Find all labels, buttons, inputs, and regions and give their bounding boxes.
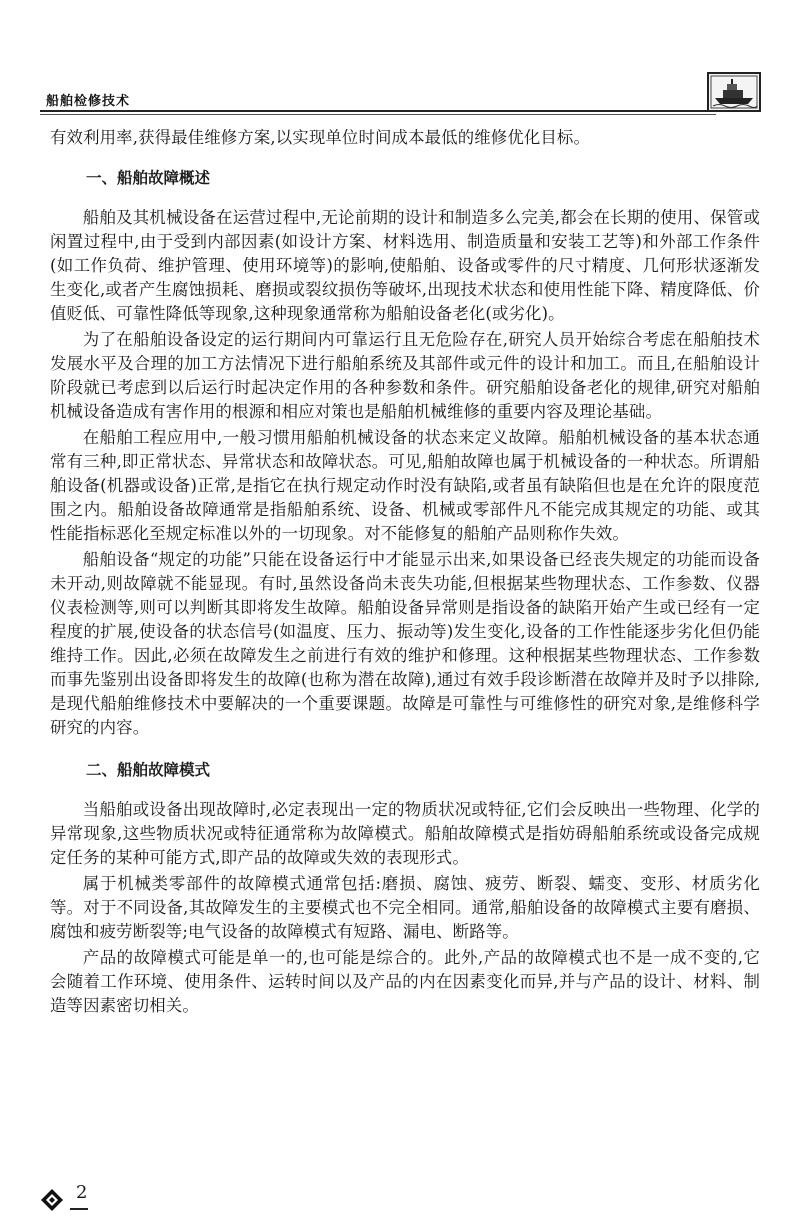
ship-logo-icon [707,72,761,112]
page-number: 2 [76,1182,88,1203]
section-heading-2: 二、船舶故障模式 [86,761,211,779]
page-footer [40,1180,240,1220]
footer-rule [70,1208,88,1210]
paragraph: 当船舶或设备出现故障时,必定表现出一定的物质状况或特征,它们会反映出一些物理、化学的异常现象,这些物质状况或特征通常称为故障模式。船舶故障模式是指妨碍船舶系统或设备完成规定任务的某种可能方式,即产品的故障或失效的表现形式。 [50,800,760,867]
header-rule-thin [40,114,716,115]
paragraph: 属于机械类零部件的故障模式通常包括:磨损、腐蚀、疲劳、断裂、蠕变、变形、材质劣化等。对于不同设备,其故障发生的主要模式也不完全相同。通常,船舶设备的故障模式主要有磨损、腐蚀和疲劳断裂等;电气设备的故障模式有短路、漏电、断路等。 [50,874,760,941]
section-heading-1: 一、船舶故障概述 [86,169,211,187]
page-header [0,0,790,122]
paragraph: 产品的故障模式可能是单一的,也可能是综合的。此外,产品的故障模式也不是一成不变的,它会随着工作环境、使用条件、运转时间以及产品的内在因素变化而异,并与产品的设计、材料、制造等因素密切相关。 [50,948,760,1015]
page-content [50,122,760,1018]
book-title: 船舶检修技术 [46,94,131,109]
paragraph: 船舶及其机械设备在运营过程中,无论前期的设计和制造多么完美,都会在长期的使用、保管或闲置过程中,由于受到内部因素(如设计方案、材料选用、制造质量和安装工艺等)和外部工作条件(如工作负荷、维护管理、使用环境等)的影响,使船舶、设备或零件的尺寸精度、几何形状逐渐发生变化,或者产生腐蚀损耗、磨损或裂纹损伤等破坏,出现技术状态和使用性能下降、精度降低、价值贬低、可靠性降低等现象,这种现象通常称为船舶设备老化(或劣化)。 [50,208,760,323]
section-1-body [50,206,760,740]
intro-continuation: 有效利用率,获得最佳维修方案,以实现单位时间成本最低的维修优化目标。 [50,128,591,147]
paragraph: 为了在船舶设备设定的运行期间内可靠运行且无危险存在,研究人员开始综合考虑在船舶技术发展水平及合理的加工方法情况下进行船舶系统及其部件或元件的设计和加工。而且,在船舶设计阶段就已考虑到以后运行时起决定作用的各种参数和条件。研究船舶设备老化的规律,研究对船舶机械设备造成有害作用的根源和相应对策也是船舶机械维修的重要内容及理论基础。 [50,330,760,421]
header-rule [40,110,716,112]
paragraph: 在船舶工程应用中,一般习惯用船舶机械设备的状态来定义故障。船舶机械设备的基本状态通常有三种,即正常状态、异常状态和故障状态。可见,船舶故障也属于机械设备的一种状态。所谓船舶设备(机器或设备)正常,是指它在执行规定动作时没有缺陷,或者虽有缺陷但也是在允许的限度范围之内。船舶设备故障通常是指船舶系统、设备、机械或零部件凡不能完成其规定的功能、或其性能指标恶化至规定标准以外的一切现象。对不能修复的船舶产品则称作失效。 [50,428,760,543]
diamond-icon [40,1188,64,1212]
paragraph: 船舶设备“规定的功能”只能在设备运行中才能显示出来,如果设备已经丧失规定的功能而设备未开动,则故障就不能显现。有时,虽然设备尚未丧失功能,但根据某些物理状态、工作参数、仪器仪表检测等,则可以判断其即将发生故障。船舶设备异常则是指设备的缺陷开始产生或已经有一定程度的扩展,使设备的状态信号(如温度、压力、振动等)发生变化,设备的工作性能逐步劣化但仍能维持工作。因此,必须在故障发生之前进行有效的维护和修理。这种根据某些物理状态、工作参数而事先鉴别出设备即将发生的故障(也称为潜在故障),通过有效手段诊断潜在故障并及时予以排除,是现代船舶维修技术中要解决的一个重要课题。故障是可靠性与可维修性的研究对象,是维修科学研究的内容。 [50,550,760,737]
section-2-body [50,798,760,1018]
